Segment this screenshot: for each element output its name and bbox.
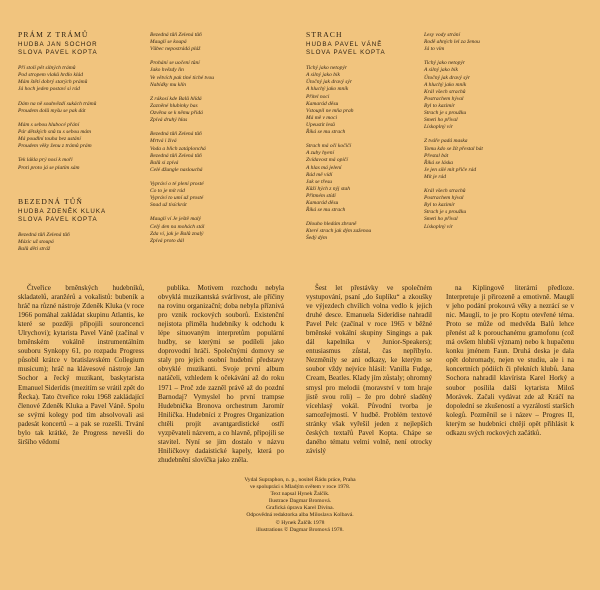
credit-line: Grafická úprava Karel Divína.	[265, 505, 335, 512]
lyric-line: Bezedná tůň Zelená tůň	[150, 32, 202, 38]
lyric-line: Vůbec nepostrádá pláž	[150, 46, 201, 53]
stanza	[18, 157, 158, 171]
lyric-line: A hlas má jelení	[306, 164, 342, 171]
lyric-line: Rodě ahných lel za ženou	[424, 39, 480, 46]
credit-line: © Hynek Žalčík 1978	[275, 519, 325, 526]
lyric-line: Jako hvězdy lin	[150, 67, 184, 74]
lyric-line: Mít je rád	[424, 173, 446, 180]
lyric-line: Kamarád děsu	[306, 199, 339, 206]
lyric-line: Má mě v moci	[306, 114, 338, 121]
lyric-line: Kamarád děsu	[306, 100, 339, 107]
lyric-line: Zpívá proto dál	[150, 237, 185, 244]
stanza	[150, 131, 290, 174]
lyrics-column	[18, 65, 158, 171]
stanza	[18, 122, 158, 150]
lyric-line: Zazněné hlubinky bas	[150, 102, 198, 109]
lyric-line: A hluchý jako mník	[306, 86, 349, 93]
lyric-line: Smeti ho přival	[424, 216, 458, 223]
lyric-line: Bezedná tůň Zelená tůň	[150, 131, 202, 138]
lyric-line: Přítel noci	[306, 93, 330, 100]
lyric-line: Co to je mít rád	[150, 188, 185, 195]
article-column-4: na Kiplingově literární předloze. Interpretuje ji přirozeně a emotivně. Mauglí v jeho podání prokouvá věky a nezrácí se v nic. Mauglí, to je pro Koptu otevřené téma. Proto se může od medvěda Balů lehce přenést až k porouchanému gramofonu (což má ovšem hlubší význam) nebo k hupačenu konku jménem Faun. Druhá deska je dala opět dohromady, nejen ve studiu, ale i na koncertních pódiích či překních klubů. Jana Sochora nahradil klavírista Karel Horký a soubor posílila další kytarista Miloš Morávek. Začali vydávat zde až Kráčí na dopolední se zkušeností a vyzrálostí starších kolegů. Pozměnil se i název – Progres II, kterým se hudebníci chtějí opět přihlásit k odkazu svých rockových začátků.	[446, 284, 574, 437]
lyric-line: Ozvěna se k němu přidá	[150, 110, 203, 117]
lyric-line: Které strach jak dým zaženou	[306, 228, 372, 235]
lyric-line: Mrtvá i živá	[150, 138, 177, 145]
lyric-line: A zuby hyení	[306, 150, 335, 157]
lyric-line: Král všech strachů	[424, 188, 466, 195]
lyric-line: Vypráví to umí už prosté	[150, 195, 204, 202]
article-column-1: Čtveřice brněnských hudebníků, skladatelů, aranžérů a vokalistů: bubeník a hráč na různé nástroje Zdeněk Kluka (v roce 1966 pomáhal zakládat skupinu Atlantis, ke které se později připojili souroncenci Ulrychovi); kytarista Pavel Váně (začínal v brněnském vokálně instrumentálním souboru Synkopy 61, po rozpadu Progress působil krátce v bratislavském Collegium musicum); hráč na klávesové nástroje Jan Sochor a řecký muzikant, baskytarista Emanuel Siderídis (mezitím se vrátil zpět do Řecka). Tato čtveřice roku 1968 zakládající členové Zdeněk Kluka a Pavel Váně. Spolu se svými kolegy pod tím absolvovali asi padesát koncertů – a pak se rozešli. Trvání bylo tak krátké, že Progress nevešli do širšího vědomí	[18, 284, 144, 446]
song-tun	[18, 197, 158, 261]
stanza	[18, 232, 158, 253]
lyric-line: Má poudlní touha bez ustání	[18, 136, 81, 143]
lyric-line: Balů si zpívá	[150, 159, 179, 166]
lyric-line: Strach je s proužku	[424, 209, 467, 216]
lyric-line: Z rákosí kde Balů hlídá	[150, 95, 202, 102]
lyrics-column-continued	[150, 32, 290, 252]
lyric-line: Útočný jak dravý sýr	[424, 74, 470, 81]
music-credit: HUDBA JAN SOCHOR	[18, 41, 98, 48]
lyric-line: Tichý jako netopýr	[306, 65, 347, 72]
lyric-line: Kůží hých z nýj stah	[306, 185, 350, 192]
lyric-line: Jak se třesu	[306, 178, 332, 185]
lyric-line: Bezedná tůň Zelená tůň	[150, 152, 202, 159]
stanza	[424, 188, 564, 231]
lyric-line: Šedý dým	[306, 235, 327, 242]
article-column-2: publika. Motivem rozchodu nebyla obvyklá muzikantská svárlivost, ale příčiny na rovinu organizační; doba nebyla příznivá pro vznik rockových souborů. Existenční nejistota přiměla hudebníky k odchodu k lépe situovaným interpretům populární hudby, se kterými se podíleli jako doprovodní hráči. Společnými domovy se staly pro jejich osobní hudební představy obvyklé muzikanti. Svoje první album natáčeli, vzhledem k očekávání až do roku 1971 – Proč zde zazněl právě až do pozdní Barnodaj? Vymyslel ho první trampse Hudebnička Bronova orchestrum Jaromír Hnilička. Hudebníci z Progres Organization chtěli projít avantgardistické ostří vyzpěvateli názvem, a co hlavně, připojili se stavitel. Nyní se jim dostalo v názvu Hniličkovy dadaistické kapely, která po zhudebnění slovíčka jako zněla.	[158, 284, 284, 464]
lyric-line: Ve větvích pak tiné tiché tvou	[150, 74, 214, 81]
stanza	[18, 65, 158, 93]
song-credits	[18, 41, 158, 56]
lyric-line: Říká se láska	[424, 159, 454, 166]
lyrics-credit: SLOVA PAVEL KOPTA	[306, 48, 386, 56]
credit-line: Odpovědná redaktorka alba Miloslava Kolbavá.	[246, 512, 354, 519]
lyric-line: Přitmém stídí	[306, 192, 336, 199]
credit-line: ve spolupráci s Mladým světem v roce 1978.	[249, 484, 351, 491]
song-title: STRACH	[306, 30, 343, 39]
lyric-line: Zpívá druhý hlas	[150, 117, 188, 124]
lyric-line: Vypráví o té plení prosté	[150, 180, 204, 187]
publisher-credits	[190, 477, 410, 534]
stanza	[150, 181, 290, 209]
lyric-line: Lískoplný vír	[424, 223, 453, 230]
lyric-line: Říká se mu strach	[306, 207, 346, 214]
lyric-line: Tichý jako netopýr	[424, 60, 465, 67]
lyric-line: Útočný jak dravý sýr	[306, 79, 352, 86]
lyric-line: Bezedná tůň Zelená tůň	[18, 232, 70, 239]
stanza	[424, 32, 564, 53]
lyric-line: Postrachem hýval	[424, 195, 464, 202]
lyrics-column	[18, 232, 158, 253]
lyric-line: Strach je s proužku	[424, 110, 467, 117]
lyric-line: Tomu kdo se žít přestal bát	[424, 145, 483, 152]
credit-line: illustrations © Dagmar Bromová 1978.	[256, 526, 344, 533]
lyric-line: Pod stropem vlaků hrdlo klád	[18, 72, 83, 79]
music-credit: HUDBA ZDENĚK KLUKA	[18, 208, 107, 215]
stanza	[150, 32, 290, 53]
lyric-line: Tek lákla prý nosí k moři	[18, 157, 73, 164]
lyric-line: Přestal bát	[424, 152, 449, 159]
lyric-line: Lískoplný vír	[424, 124, 453, 131]
lyric-line: Byl to kazimír	[424, 202, 455, 209]
lyric-line: Nabídky mu klín	[150, 81, 187, 88]
lyric-line: Dám na ně souhvězdí sukách trámů	[18, 100, 97, 107]
lyric-line: Pár dětských snů tu s sebou mám	[18, 129, 92, 136]
lyric-line: Mám s sebou hlubocé přání	[18, 121, 80, 128]
lyric-line: A hluchý jako mník	[424, 81, 467, 88]
lyric-line: Celý den na mohách stál	[150, 223, 205, 230]
stanza	[150, 96, 290, 124]
song-pram	[18, 30, 158, 179]
credit-line: Text napsal Hynek Žalčík.	[270, 491, 330, 498]
lyrics-column-continued	[424, 32, 564, 238]
lyric-line: Voda a blich zatáplonchá	[150, 145, 206, 152]
lyric-line: Smeti ho přival	[424, 117, 458, 124]
lyric-line: Z tváře padá maska	[424, 138, 468, 145]
music-credit: HUDBA PAVEL VÁNĚ	[306, 41, 383, 48]
song-credits	[18, 208, 158, 223]
lyric-line: Proudem dolů myšu se pak dát	[18, 107, 86, 114]
lyric-line: Já to vím	[424, 46, 445, 53]
song-title: PRÁM Z TRÁMŮ	[18, 30, 89, 39]
lyric-line: Lesy vody strání	[424, 32, 461, 38]
lyric-line: Byl to kazimír	[424, 102, 455, 109]
stanza	[424, 138, 564, 181]
lyric-line: Strach má oči kočičí	[306, 143, 352, 150]
lyric-line: Zda ví, jak je Balů znalý	[150, 230, 204, 237]
lyric-line: Mauglí se koupá	[150, 39, 187, 46]
lyrics-credit: SLOVA PAVEL KOPTA	[18, 215, 98, 223]
lyric-line: Prohání se uočení tůní	[150, 60, 200, 67]
lyric-line: Dlouho hledám zbraně	[306, 221, 357, 228]
lyric-line: Já hoch jeden postaví si rád	[18, 86, 80, 93]
credit-line: Ilustrace Dagmar Bromová.	[268, 498, 332, 505]
lyric-line: A silný jako bik	[424, 67, 458, 74]
lyric-line: Pří stolí pět silných trámů	[18, 65, 76, 72]
lyrics-credit: SLOVA PAVEL KOPTA	[18, 48, 98, 56]
lyric-line: Je jen sílé mít přiče rád	[424, 166, 477, 173]
lyric-line: Celé džungle naslouchá	[150, 166, 203, 173]
lyric-line: A silný jako bik	[306, 72, 340, 79]
stanza	[424, 60, 564, 131]
article-column-3: Šest let přestávky ve společném vystupování, psaní „do šuplíku“ a zkoušky ve výjezdech chvílích volna vedlo k jejich druhé desce. Emanuela Siderídise nahradil Pavel Pelc (začínal v roce 1965 v běžné brněnské vokální skupiny Singings a pak dál kapelníka v Junior-Speakers); entusiasmus zůstal, čas nepříbylo. Nezměnily se ani odkazy, ke kterým se soubor vždy nejvíce hlásil: Vanilla Fudge, Cream, Beatles. Klady jím zůstaly; ohromný smysl pro melodii (moravství v tom hraje jistě svou roli) – že pro dobré sladěný vícehlasý vokál. Původní tvorba je samozřejmostí. V hudbě. Problém textové stránky však vyřešil jeden z nejlepších českých textařů Pavel Kopta. Chápe se daného tématu velmi volně, není otrocky závislý	[306, 284, 432, 455]
lyric-line: Zvídavost má opičí	[306, 157, 348, 164]
lyric-line: Snad už tisíckrát	[150, 202, 187, 209]
song-title: BEZEDNÁ TŮŇ	[18, 197, 83, 206]
lyric-line: Vstoupil ne mňa prah	[306, 107, 354, 114]
lyric-line: Postrachem hýval	[424, 95, 464, 102]
lyric-line: Král všech strachů	[424, 88, 466, 95]
stanza	[18, 101, 158, 115]
credit-line: Vydal Supraphon, n. p., nositel Řádu práce, Praha	[244, 477, 356, 483]
lyric-line: Mauglí ví Je ještě malý	[150, 216, 202, 223]
lyric-line: Proudem věky ženu z trámů prám	[18, 143, 92, 150]
stanza	[150, 60, 290, 88]
lyric-line: Říká se mu strach	[306, 129, 346, 136]
lyric-line: Mázic už stoupá	[18, 239, 54, 246]
lyric-line: Mám štětí dobrý starých prámů	[18, 79, 88, 86]
lyric-line: Proti proto já se platím sám	[18, 164, 80, 171]
lyric-line: Balů děti stráž	[18, 246, 51, 253]
lyric-line: Upeustit lesů	[306, 121, 335, 128]
stanza	[150, 216, 290, 244]
lyric-line: Rád mě vídí	[306, 171, 333, 178]
